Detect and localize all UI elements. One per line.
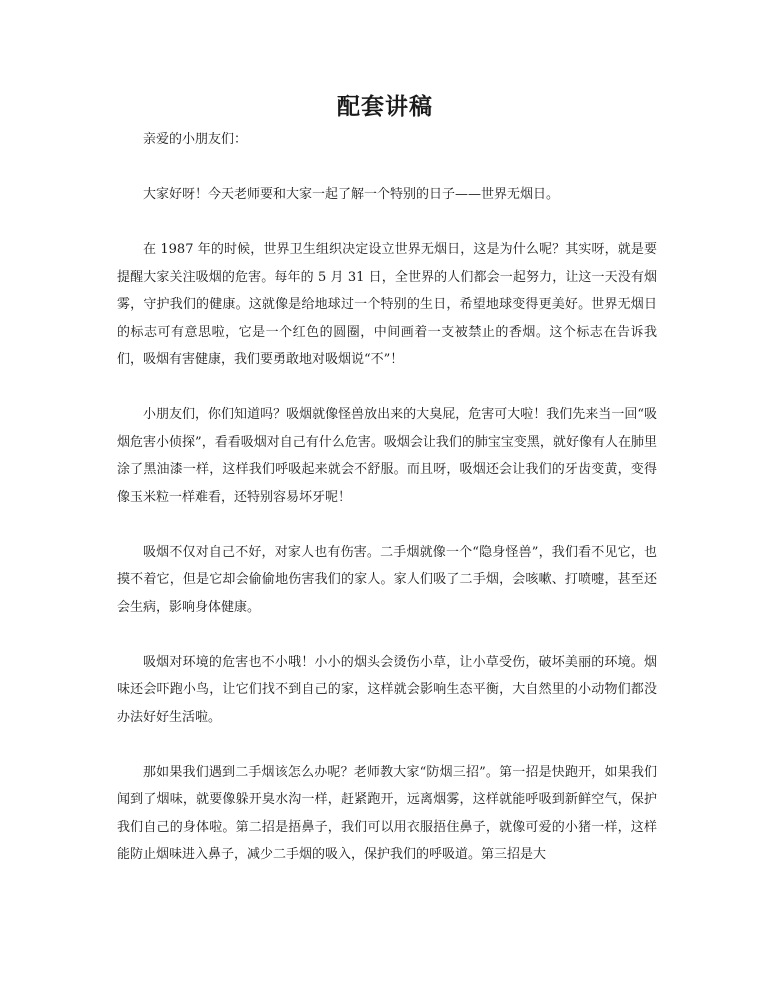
paragraph: 吸烟对环境的危害也不小哦！小小的烟头会烫伤小草，让小草受伤，破坏美丽的环境。烟味还会吓跑小鸟，让它们找不到自己的家，这样就会影响生态平衡，大自然里的小动物们都没办法好好生活啦。: [117, 654, 657, 725]
paragraph: 吸烟不仅对自己不好，对家人也有伤害。二手烟就像一个“隐身怪兽”，我们看不见它，也摸不着它，但是它却会偷偷地伤害我们的家人。家人们吸了二手烟，会咳嗽、打喷嚏，甚至还会生病，影响身体健康。: [117, 544, 657, 615]
paragraph: 那如果我们遇到二手烟该怎么办呢？老师教大家“防烟三招”。第一招是快跑开，如果我们闻到了烟味，就要像躲开臭水沟一样，赶紧跑开，远离烟雾，这样就能呼吸到新鲜空气，保护我们自己的身体啦。第二招是捂鼻子，我们可以用衣服捂住鼻子，就像可爱的小猪一样，这样能防止烟味进入鼻子，减少二手烟的吸入，保护我们的呼吸道。第三招是大: [117, 764, 657, 862]
greeting: 亲爱的小朋友们：: [143, 132, 248, 147]
document-body: [117, 126, 657, 896]
paragraph: 小朋友们，你们知道吗？吸烟就像怪兽放出来的大臭屁，危害可大啦！我们先来当一回“吸烟危害小侦探”，看看吸烟对自己有什么危害。吸烟会让我们的肺宝宝变黑，就好像有人在肺里涂了黑油漆一样，这样我们呼吸起来就会不舒服。而且呀，吸烟还会让我们的牙齿变黄，变得像玉米粒一样难看，还特别容易坏牙呢！: [117, 407, 657, 505]
document-title: 配套讲稿: [337, 93, 433, 120]
paragraph: 大家好呀！今天老师要和大家一起了解一个特别的日子——世界无烟日。: [143, 187, 560, 202]
paragraph: 在 1987 年的时候，世界卫生组织决定设立世界无烟日，这是为什么呢？其实呀，就是要提醒大家关注吸烟的危害。每年的 5 月 31 日，全世界的人们都会一起努力，让这一天没有烟雾，守护我们的健康。这就像是给地球过一个特别的生日，希望地球变得更美好。世界无烟日的标志可有意思啦，它是一个红色的圆圈，中间画着一支被禁止的香烟。这个标志在告诉我们，吸烟有害健康，我们要勇敢地对吸烟说“不”！: [117, 242, 657, 367]
